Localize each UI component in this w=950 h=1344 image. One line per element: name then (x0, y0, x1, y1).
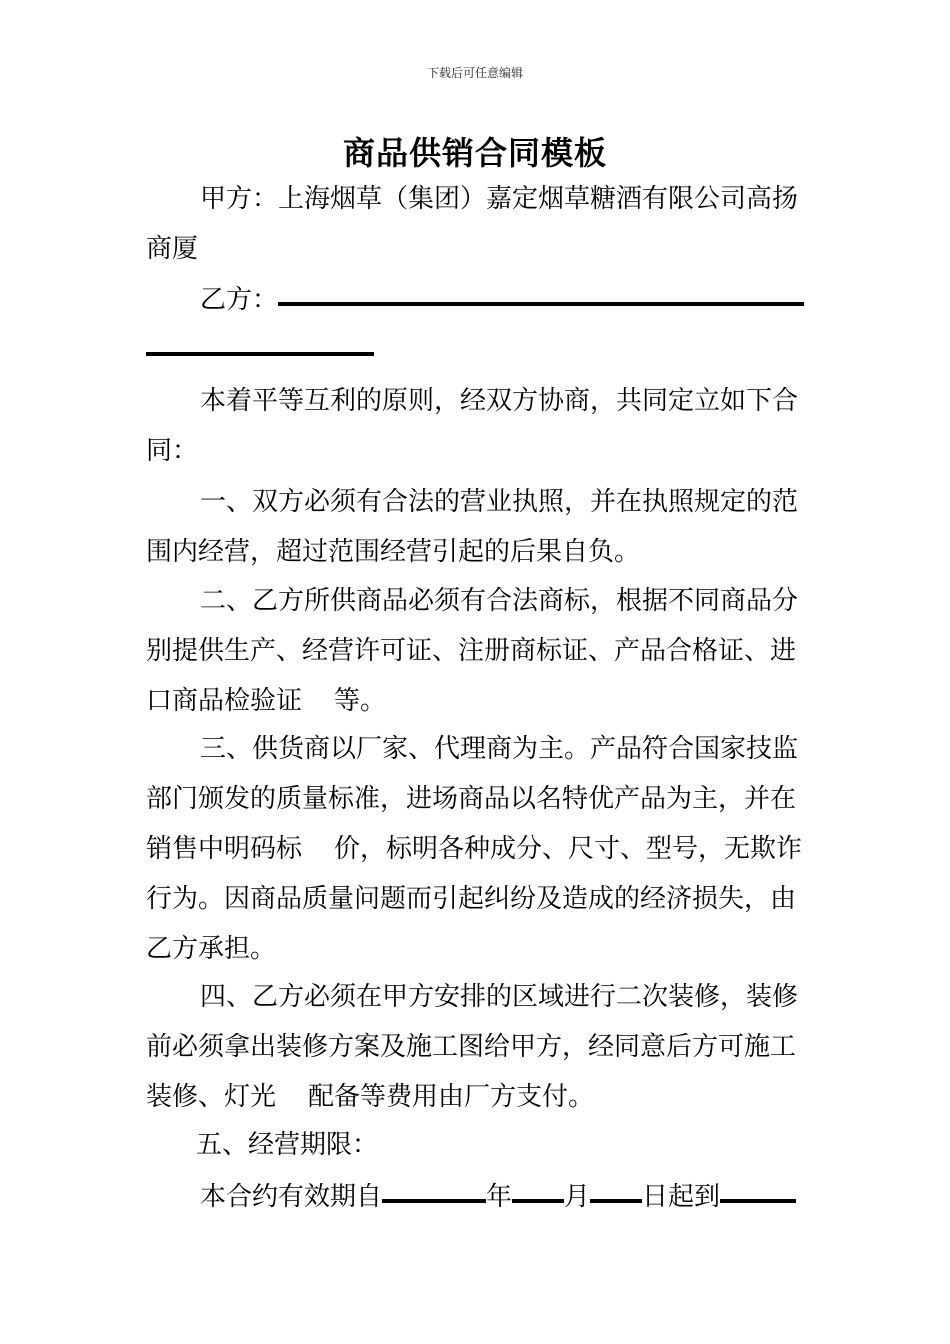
start-year-blank[interactable] (382, 1199, 486, 1203)
clause-2-line3a: 口商品检验证 (146, 686, 303, 716)
clause-5-heading: 五、经营期限： (196, 1130, 379, 1160)
clause-3-line5: 乙方承担。 (146, 934, 277, 964)
clause-1-line1: 一、双方必须有合法的营业执照，并在执照规定的范 (200, 487, 799, 517)
clause-3-line3a: 销售中明码标 (146, 834, 303, 864)
start-day-blank[interactable] (590, 1199, 642, 1203)
party-b-label: 乙方： (200, 285, 279, 315)
clause-4-line1: 四、乙方必须在甲方安排的区域进行二次装修，装修 (200, 982, 799, 1012)
clause-5-prefix: 本合约有效期自 (200, 1182, 383, 1212)
clause-2 (146, 576, 812, 726)
clause-4-line3a: 装修、灯光 (146, 1082, 277, 1112)
clause-2-line2: 别提供生产、经营许可证、注册商标证、产品合格证、进 (146, 636, 797, 666)
intro-line1: 本着平等互利的原则，经双方协商，共同定立如下合 (200, 386, 799, 416)
clause-5 (146, 1120, 812, 1222)
clause-3-line4: 行为。因商品质量问题而引起纠纷及造成的经济损失，由 (146, 884, 797, 914)
clause-3-line1: 三、供货商以厂家、代理商为主。产品符合国家技监 (200, 734, 799, 764)
start-month-blank[interactable] (512, 1199, 564, 1203)
month-label: 月 (564, 1182, 591, 1212)
clause-2-line1: 二、乙方所供商品必须有合法商标，根据不同商品分 (200, 586, 799, 616)
party-b-blank-line1[interactable] (278, 302, 804, 306)
clause-3-line3b: 价，标明各种成分、尺寸、型号，无欺诈 (334, 834, 803, 864)
party-b-paragraph (146, 275, 812, 375)
clause-4-line3b: 配备等费用由厂方支付。 (308, 1082, 595, 1112)
clause-1 (146, 477, 812, 577)
clause-3 (146, 724, 812, 974)
document-title: 商品供销合同模板 (342, 134, 607, 172)
party-b-blank-line2[interactable] (146, 352, 374, 356)
year-label: 年 (486, 1182, 513, 1212)
intro-line2: 同： (146, 436, 199, 466)
clause-3-line2: 部门颁发的质量标准，进场商品以名特优产品为主，并在 (146, 784, 797, 814)
clause-4-line2: 前必须拿出装修方案及施工图给甲方，经同意后方可施工 (146, 1032, 797, 1062)
end-date-blank[interactable] (720, 1199, 796, 1203)
party-a-label: 甲方： (200, 184, 279, 214)
party-a-name-line1: 上海烟草（集团）嘉定烟草糖酒有限公司高扬 (278, 184, 799, 214)
clause-4 (146, 972, 812, 1122)
day-label: 日起到 (642, 1182, 721, 1212)
clause-2-line3b: 等。 (334, 686, 387, 716)
intro-paragraph (146, 376, 812, 476)
party-a-paragraph (146, 174, 812, 274)
page-header: 下载后可任意编辑 (426, 66, 523, 80)
party-a-name-line2: 商厦 (146, 234, 199, 264)
clause-1-line2: 围内经营，超过范围经营引起的后果自负。 (146, 537, 641, 567)
